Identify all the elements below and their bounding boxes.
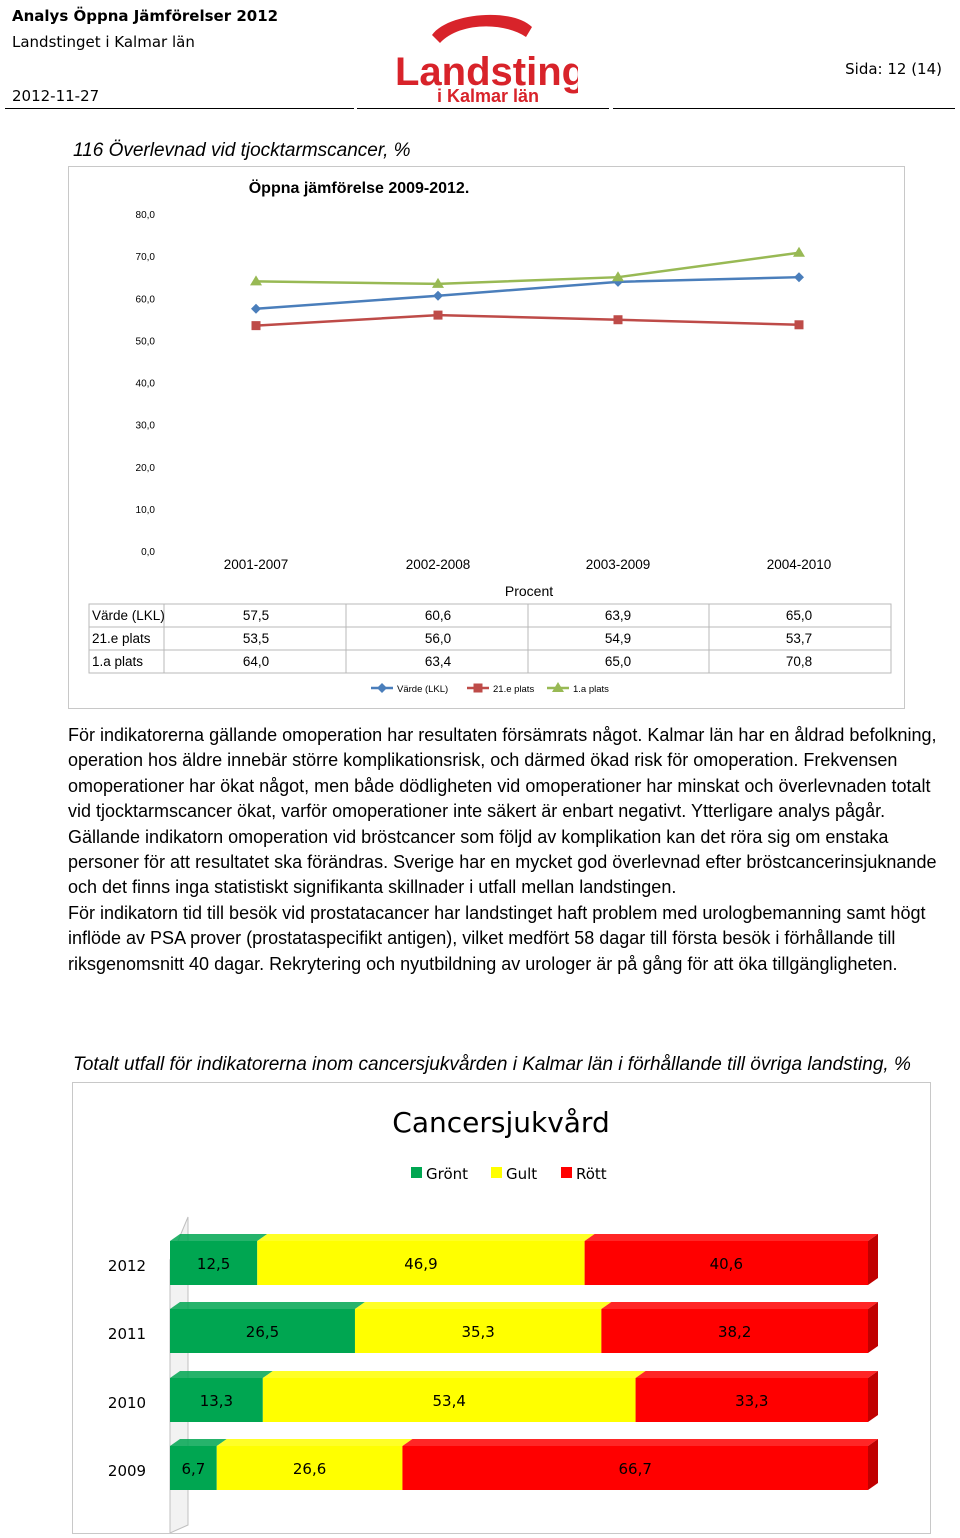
chart2-bar-top — [585, 1234, 878, 1241]
chart1-table-series-name: Värde (LKL) — [92, 608, 165, 623]
chart2-legend-swatch — [411, 1167, 422, 1178]
svg-text:i Kalmar län: i Kalmar län — [437, 86, 540, 105]
organization-name: Landstinget i Kalmar län — [12, 33, 195, 51]
chart1-table-value: 65,0 — [785, 608, 813, 623]
chart2-bar-top — [170, 1302, 365, 1309]
chart1-y-tick-label: 80,0 — [135, 210, 155, 221]
chart1-series-line — [256, 315, 799, 326]
chart2-bar-top — [402, 1439, 878, 1446]
chart1-table-series-name: 21.e plats — [92, 631, 151, 646]
chart2-category-label: 2012 — [107, 1257, 147, 1275]
chart2-data-label: 33,3 — [735, 1392, 769, 1410]
chart2-bar-side — [868, 1439, 878, 1490]
chart1-data-table — [89, 604, 891, 673]
svg-text:Landstinget: Landsting — [395, 50, 578, 94]
chart1-category-label: 2004-2010 — [766, 557, 832, 572]
chart1-table-border — [89, 604, 891, 673]
paragraph-2: Gällande indikatorn omoperation vid bröstcancer som följd av komplikation kan det röra sig om enstaka personer för att resultatet ska förändras. Sverige har en mycket god överlevnad efter bröstcancerinsjuknande och det finns inga statistiskt signifikanta skillnader i utfall mellan landstingen. — [68, 826, 937, 898]
chart2-bars — [108, 1234, 878, 1490]
chart2-data-label: 13,3 — [199, 1392, 234, 1410]
chart1-table-value: 63,4 — [424, 654, 452, 669]
chart1-y-tick-label: 30,0 — [135, 420, 155, 432]
chart2-data-label: 26,5 — [245, 1323, 280, 1341]
header-rule-right — [613, 108, 955, 109]
chart2-bar-top — [217, 1439, 413, 1446]
chart1-table-value: 57,5 — [242, 608, 270, 623]
paragraph-1: För indikatorerna gällande omoperation har resultaten försämrats något. Kalmar län har en åldrad befolkning, operation hos äldre innebär större komplikationsrisk, och därmed ökad risk för omoperation. Frekvensen omoperationer har ökat något, men både dödligheten vid omoperationer har minskat och överlevnaden totalt vid tjocktarmscancer ökat, varför omoperationer inte säkert är enbart negativt. Ytterligare analys pågår. — [68, 725, 937, 822]
chart2-bar-side — [868, 1371, 878, 1422]
chart1-table-value: 70,8 — [785, 654, 813, 669]
chart1-table-value: 65,0 — [604, 654, 632, 669]
chart2-data-label: 53,4 — [432, 1392, 466, 1410]
chart1-legend-label: Värde (LKL) — [397, 684, 449, 695]
chart2-data-label: 46,9 — [404, 1255, 438, 1273]
chart2-legend-label: Rött — [576, 1165, 607, 1183]
chart1-y-tick-label: 10,0 — [135, 504, 155, 516]
chart2-bar-top — [257, 1234, 594, 1241]
chart1-table-value: 53,7 — [785, 631, 813, 646]
chart1-legend — [371, 682, 609, 695]
chart1-point-marker — [377, 683, 387, 693]
header-rule-left — [5, 108, 354, 109]
chart2-bar-top — [636, 1371, 878, 1378]
chart1-table-value: 54,9 — [604, 631, 632, 646]
chart1-table-value: 53,5 — [242, 631, 270, 646]
chart2-bar-top — [601, 1302, 878, 1309]
chart1-legend-label: 21.e plats — [493, 684, 535, 695]
chart1-point-marker — [794, 272, 804, 282]
chart1-y-tick-label: 40,0 — [135, 378, 155, 390]
chart1-y-tick-label: 20,0 — [135, 462, 155, 474]
chart1-point-marker — [614, 315, 623, 324]
chart2-legend-swatch — [491, 1167, 502, 1178]
chart2-data-label: 12,5 — [196, 1255, 231, 1273]
chart1-point-marker — [251, 304, 261, 314]
chart1-point-marker — [252, 321, 261, 330]
chart1-legend-label: 1.a plats — [573, 684, 609, 695]
chart2-data-label: 26,6 — [292, 1460, 327, 1478]
chart2-bar-top — [355, 1302, 611, 1309]
document-date: 2012-11-27 — [12, 87, 100, 105]
chart1-y-axis — [136, 210, 156, 558]
chart2-legend-label: Gult — [506, 1165, 538, 1183]
chart1-point-marker — [434, 311, 443, 320]
cancer-care-stacked-bar-chart — [72, 1082, 931, 1534]
chart1-table-value: 64,0 — [242, 654, 270, 669]
body-text — [68, 723, 948, 977]
chart1-point-marker — [474, 684, 483, 693]
cancer-care-chart-svg — [73, 1083, 930, 1533]
chart1-table-value: 60,6 — [424, 608, 452, 623]
chart2-bar-top — [170, 1371, 273, 1378]
chart1-table-series-name: 1.a plats — [92, 654, 144, 669]
chart2-data-label: 66,7 — [618, 1460, 652, 1478]
figure2-caption: Totalt utfall för indikatorerna inom cancersjukvården i Kalmar län i förhållande till övriga landsting, % — [73, 1054, 911, 1075]
chart2-bar-side — [868, 1234, 878, 1285]
survival-line-chart — [68, 166, 905, 709]
chart2-title: Cancersjukvård — [392, 1106, 610, 1139]
page-number: Sida: 12 (14) — [845, 60, 942, 78]
chart1-point-marker — [795, 320, 804, 329]
chart2-legend-swatch — [561, 1167, 572, 1178]
chart2-category-label: 2011 — [107, 1325, 147, 1343]
chart2-data-label: 40,6 — [709, 1255, 744, 1273]
chart1-title: Öppna jämförelse 2009-2012. — [248, 180, 470, 197]
chart2-category-label: 2009 — [107, 1462, 147, 1480]
chart2-legend-label: Grönt — [426, 1165, 469, 1183]
chart1-y-tick-label: 70,0 — [135, 252, 155, 264]
chart1-y-tick-label: 50,0 — [135, 336, 155, 348]
chart1-x-label: Procent — [504, 583, 554, 599]
chart1-category-label: 2003-2009 — [585, 557, 651, 572]
chart1-table-value: 56,0 — [424, 631, 452, 646]
chart1-category-label: 2002-2008 — [405, 557, 471, 572]
chart2-legend — [411, 1165, 607, 1183]
paragraph-3: För indikatorn tid till besök vid prostatacancer har landstinget haft problem med urologbemanning samt högt inflöde av PSA prover (prostataspecifikt antigen), vilket medfört 58 dagar till första besök i förhållande till riksgenomsnitt 40 dagar. Rekrytering och nyutbildning av urologer är på gång för att öka tillgängligheten. — [68, 902, 926, 974]
chart1-category-label: 2001-2007 — [223, 557, 289, 572]
chart2-data-label: 38,2 — [717, 1323, 752, 1341]
chart1-x-axis — [224, 557, 832, 572]
chart1-point-marker — [433, 291, 443, 301]
chart2-bar-side — [868, 1302, 878, 1353]
chart1-point-marker — [793, 247, 805, 257]
chart2-bar-top — [263, 1371, 646, 1378]
chart1-table-value: 63,9 — [604, 608, 632, 623]
figure1-caption: 116 Överlevnad vid tjocktarmscancer, % — [73, 140, 411, 161]
chart2-category-label: 2010 — [107, 1394, 147, 1412]
chart1-lines — [250, 247, 805, 330]
chart2-bar-top — [170, 1234, 267, 1241]
chart2-bar-top — [170, 1439, 227, 1446]
chart2-data-label: 35,3 — [461, 1323, 495, 1341]
header-rule-middle — [357, 108, 609, 109]
document-title: Analys Öppna Jämförelser 2012 — [12, 7, 279, 25]
survival-line-chart-svg — [69, 167, 904, 708]
chart1-y-tick-label: 0,0 — [141, 547, 155, 558]
chart1-y-tick-label: 60,0 — [135, 294, 155, 306]
chart2-data-label: 6,7 — [181, 1460, 206, 1478]
landstinget-logo — [392, 5, 578, 105]
